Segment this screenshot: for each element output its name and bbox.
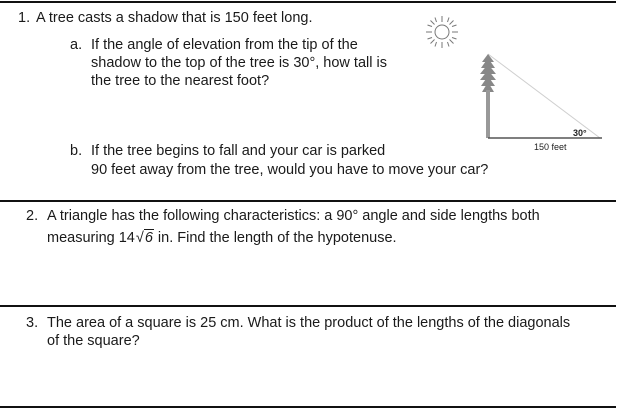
q1a-line: If the angle of elevation from the tip of the <box>91 37 358 53</box>
divider-2 <box>0 305 616 307</box>
q3-number: 3. <box>26 315 39 331</box>
q2-number: 2. <box>26 208 39 224</box>
divider-1 <box>0 200 616 202</box>
base-label: 150 feet <box>534 142 567 152</box>
q1b-line: If the tree begins to fall and your car is parked <box>91 143 386 159</box>
q1-number: 1. <box>18 10 31 26</box>
q3-line2: of the square? <box>47 333 140 349</box>
q1a-line: shadow to the top of the tree is 30°, how tall is <box>91 55 387 71</box>
q2-line1: A triangle has the following characteristics: a 90° angle and side lengths both <box>47 208 540 224</box>
tree-icon <box>480 54 496 138</box>
square-root: √6 <box>135 230 153 246</box>
radicand: 6 <box>144 230 153 246</box>
q1-prompt: A tree casts a shadow that is 150 feet long. <box>36 10 313 26</box>
top-rule <box>0 1 616 3</box>
q1b-line: 90 feet away from the tree, would you have to move your car? <box>91 162 489 178</box>
line-of-sight <box>488 54 600 138</box>
q1a-label: a. <box>70 37 83 53</box>
q2-text-after: in. Find the length of the hypotenuse. <box>153 230 397 246</box>
q1b-label: b. <box>70 143 83 159</box>
q1a-line: the tree to the nearest foot? <box>91 73 270 89</box>
sun-icon <box>424 14 460 50</box>
triangle-diagram <box>480 52 610 142</box>
q2-text-before: measuring 14 <box>47 230 135 246</box>
bottom-rule <box>0 406 616 408</box>
angle-label: 30° <box>573 128 587 138</box>
q3-line1: The area of a square is 25 cm. What is the product of the lengths of the diagonals <box>47 315 571 331</box>
q2-line2 <box>47 228 397 249</box>
